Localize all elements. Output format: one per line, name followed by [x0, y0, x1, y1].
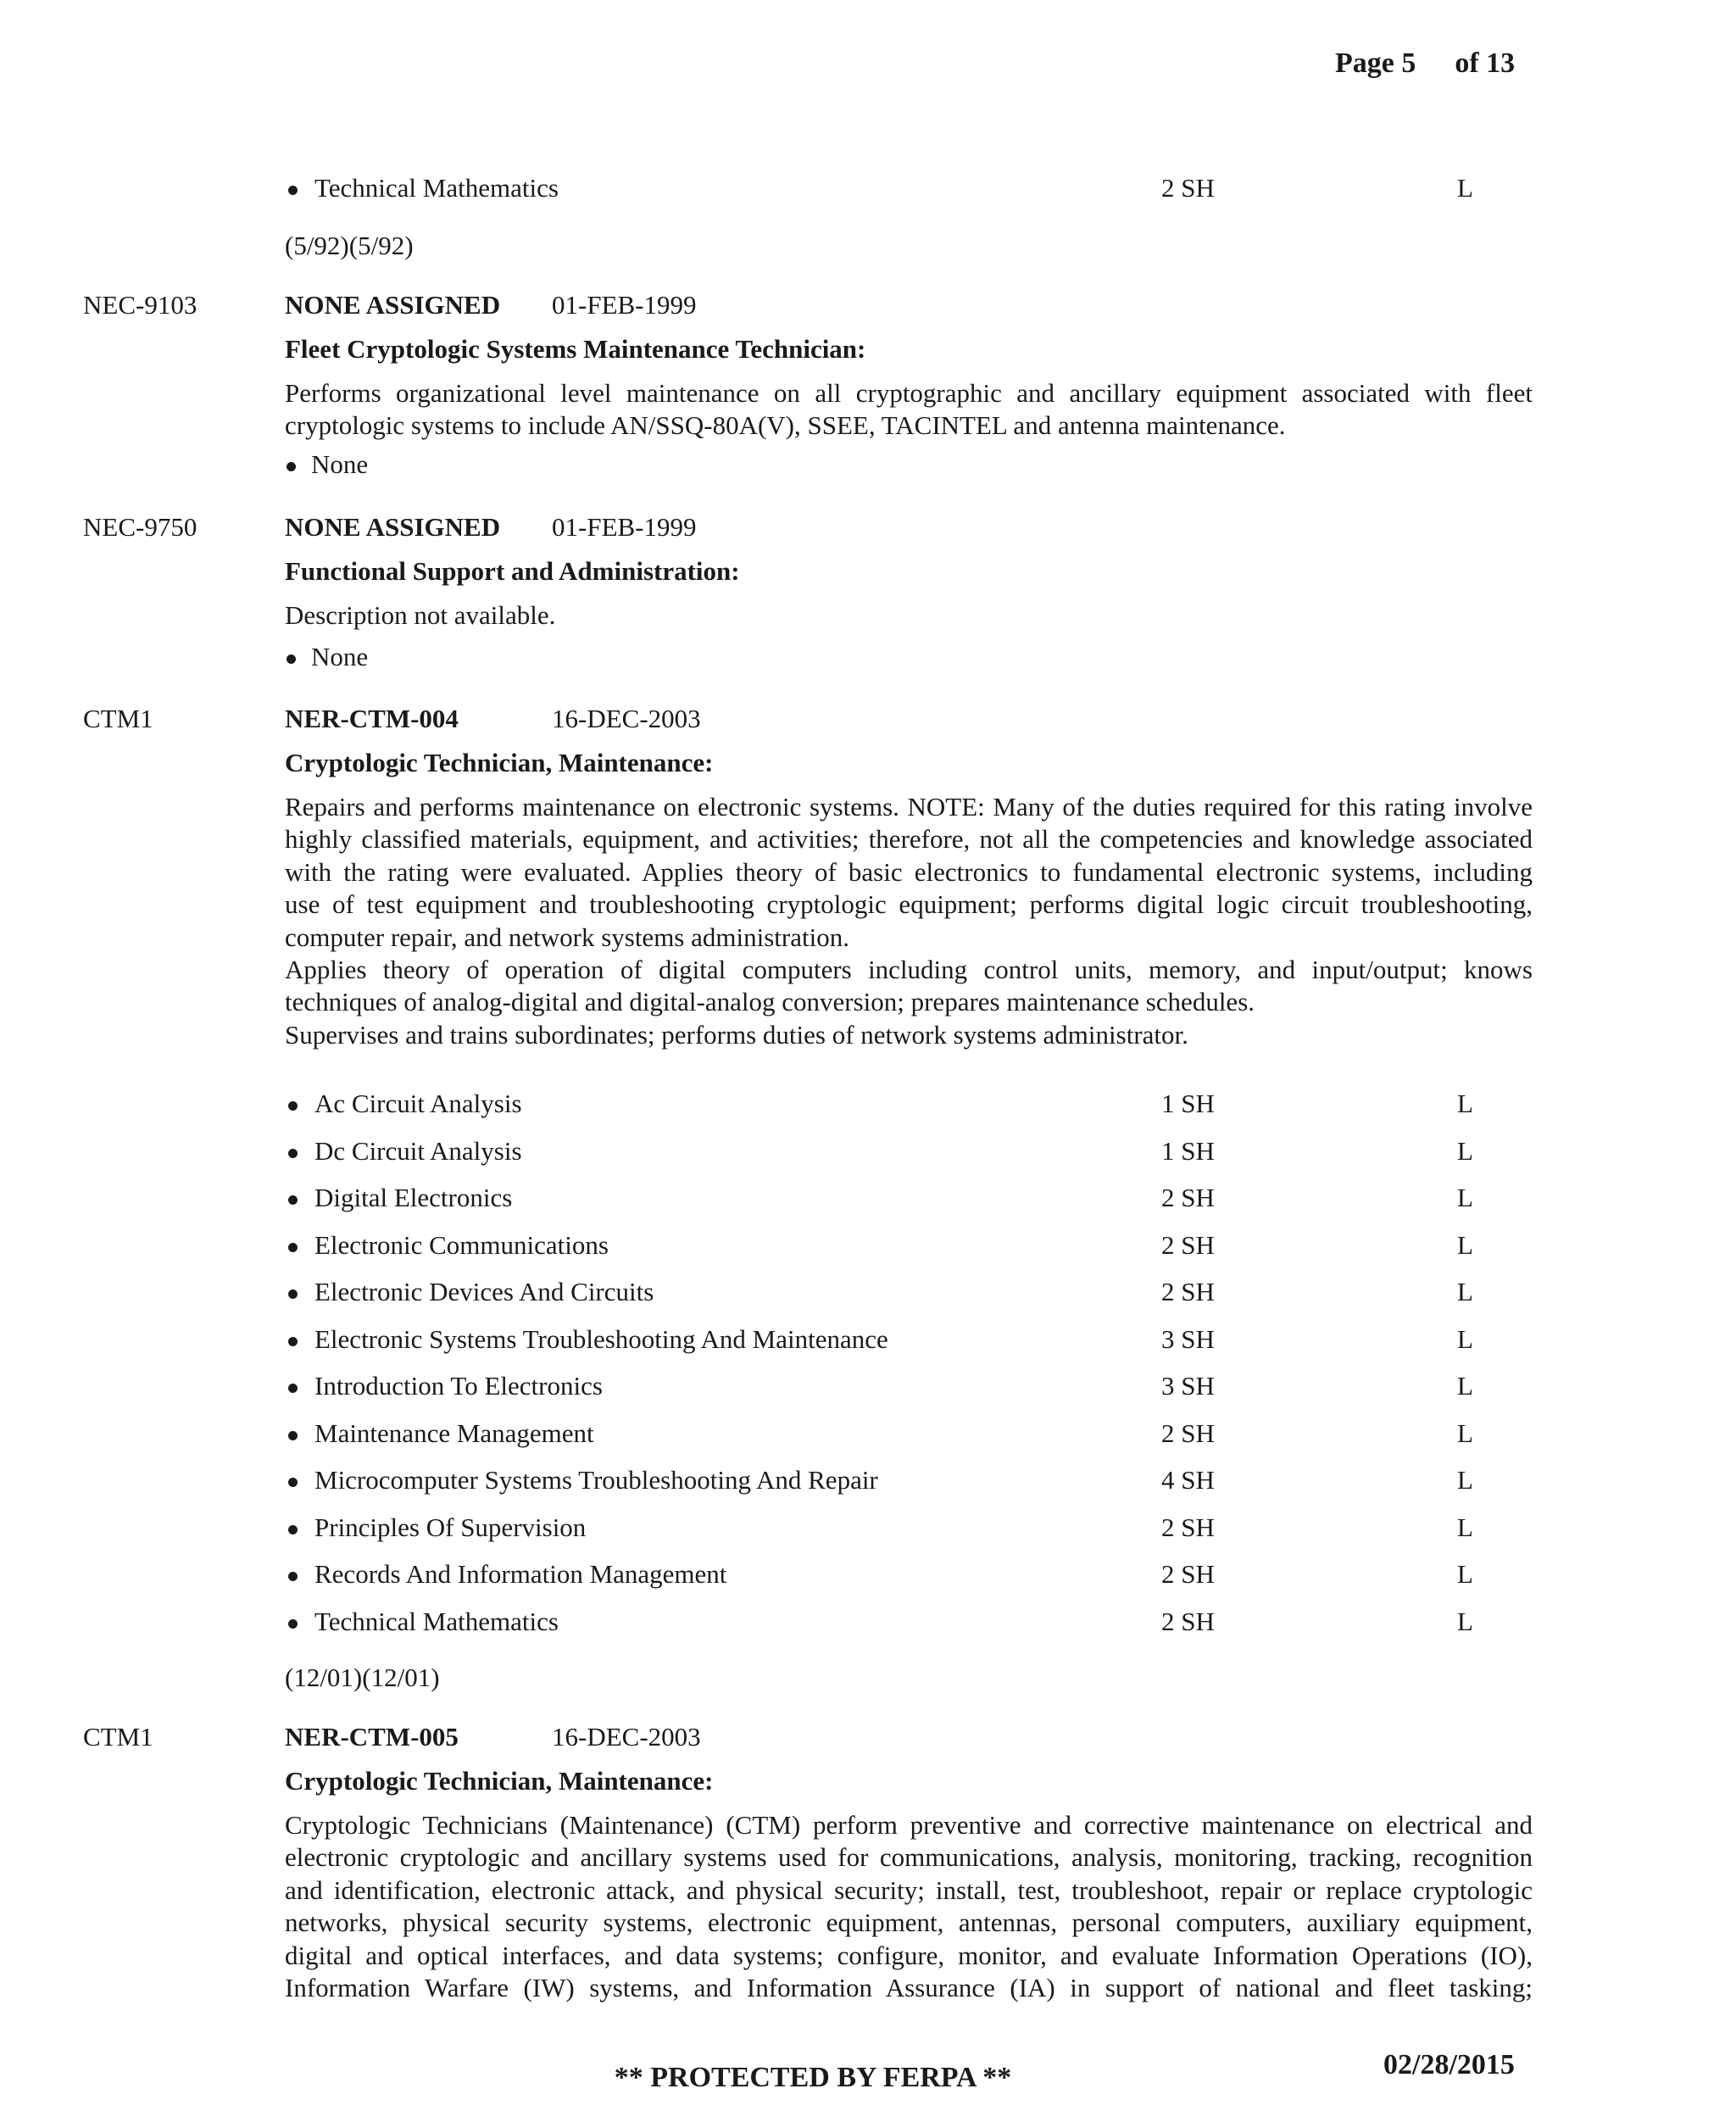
course-level: L: [1457, 1277, 1473, 1306]
description-line: cryptologic systems to include AN/SSQ-80A(V), SSEE, TACINTEL and antenna maintenance.: [285, 410, 1286, 441]
entry-exhibit: NONE ASSIGNED: [285, 512, 501, 542]
course-name: Maintenance Management: [314, 1417, 594, 1448]
course-level: L: [1457, 1183, 1473, 1212]
course-row: [0, 1088, 1736, 1135]
course-name: Technical Mathematics: [314, 1606, 559, 1636]
course-level: L: [1457, 1229, 1473, 1260]
page-label: Page 5: [1335, 47, 1416, 79]
course-credit: 3 SH: [1161, 1323, 1215, 1354]
entry-description: [285, 1809, 1533, 2004]
bullet-text: None: [311, 449, 369, 479]
bullet-icon: [288, 1431, 298, 1440]
course-credit: 2 SH: [1161, 1417, 1215, 1448]
bullet-icon: [288, 1478, 298, 1487]
course-credit: 4 SH: [1161, 1465, 1215, 1495]
course-row: [0, 1606, 1736, 1653]
ferpa-notice: ** PROTECTED BY FERPA **: [614, 2062, 1012, 2093]
entry-exhibit: NER-CTM-004: [285, 704, 459, 733]
course-name: Principles Of Supervision: [314, 1512, 587, 1542]
course-credit: 1 SH: [1161, 1135, 1215, 1166]
course-level: L: [1457, 1323, 1473, 1354]
date-note: (5/92)(5/92): [285, 231, 414, 260]
description-line: highly classified materials, equipment, and activities; therefore, not all the competencies and knowledge associated: [285, 824, 1533, 855]
course-credit: 2 SH: [1161, 1183, 1215, 1212]
description-line: Cryptologic Technicians (Maintenance) (CTM) perform preventive and corrective maintenance on electrical and: [285, 1810, 1533, 1840]
course-credit: 3 SH: [1161, 1371, 1215, 1401]
course-level: L: [1457, 1465, 1473, 1495]
bullet-icon: [287, 462, 296, 471]
course-row: [0, 1417, 1736, 1465]
course-credit: 2 SH: [1161, 1512, 1215, 1542]
course-row: [0, 1323, 1736, 1371]
bullet-icon: [288, 1572, 298, 1581]
course-name: Microcomputer Systems Troubleshooting And Repair: [314, 1465, 878, 1495]
course-row: [0, 1135, 1736, 1183]
entry-date: 16-DEC-2003: [552, 704, 701, 733]
entry-title: Cryptologic Technician, Maintenance:: [285, 748, 714, 777]
course-name: Ac Circuit Analysis: [314, 1089, 522, 1118]
entry-code: CTM1: [83, 704, 153, 733]
bullet-icon: [288, 1337, 298, 1346]
course-name: Electronic Communications: [314, 1229, 609, 1260]
course-name: Dc Circuit Analysis: [314, 1135, 522, 1166]
course-row: [0, 1229, 1736, 1277]
entry-description: Description not available.: [285, 600, 556, 630]
bullet-icon: [288, 1289, 298, 1299]
entry-description: [285, 791, 1533, 1051]
entry-code: NEC-9750: [83, 512, 198, 542]
course-level: L: [1457, 1371, 1473, 1401]
course-credit: 2 SH: [1161, 1277, 1215, 1306]
description-line: and identification, electronic attack, and physical security; install, test, troubleshoot, repair or replace cryptologic: [285, 1874, 1533, 1905]
entry-date: 01-FEB-1999: [552, 290, 697, 320]
bullet-icon: [288, 1243, 298, 1252]
course-row: [0, 1558, 1736, 1606]
course-row: [0, 1464, 1736, 1512]
description-line: Repairs and performs maintenance on electronic systems. NOTE: Many of the duties required for this rating involve: [285, 792, 1533, 822]
course-row: [0, 1512, 1736, 1559]
description-line: with the rating were evaluated. Applies theory of basic electronics to fundamental electronic systems, including: [285, 856, 1533, 887]
course-credit: 2 SH: [1161, 173, 1215, 203]
course-name: Records And Information Management: [314, 1559, 727, 1589]
course-credit: 2 SH: [1161, 1606, 1215, 1636]
description-line: digital and optical interfaces, and data systems; configure, monitor, and evaluate Information Operations (IO),: [285, 1940, 1533, 1970]
course-credit: 2 SH: [1161, 1229, 1215, 1260]
entry-title: Fleet Cryptologic Systems Maintenance Technician:: [285, 334, 866, 364]
entry-date: 01-FEB-1999: [552, 512, 697, 542]
course-name: Technical Mathematics: [314, 173, 559, 203]
course-row: [0, 1182, 1736, 1229]
course-name: Digital Electronics: [314, 1183, 513, 1212]
course-level: L: [1457, 1135, 1473, 1166]
course-level: L: [1457, 1417, 1473, 1448]
description-line: Performs organizational level maintenance on all cryptographic and ancillary equipment associated with fleet: [285, 378, 1533, 408]
bullet-icon: [287, 654, 296, 664]
description-line: computer repair, and network systems administration.: [285, 922, 849, 952]
bullet-icon: [288, 1619, 298, 1629]
course-name: Electronic Systems Troubleshooting And Maintenance: [314, 1323, 888, 1354]
description-line: Supervises and trains subordinates; performs duties of network systems administrator.: [285, 1019, 1188, 1050]
entry-exhibit: NONE ASSIGNED: [285, 290, 501, 320]
course-level: L: [1457, 1512, 1473, 1542]
bullet-icon: [288, 186, 298, 195]
entry-title: Cryptologic Technician, Maintenance:: [285, 1766, 714, 1796]
entry-code: CTM1: [83, 1722, 153, 1752]
description-line: Information Warfare (IW) systems, and Information Assurance (IA) in support of national and fleet tasking;: [285, 1973, 1533, 2003]
page-number: [1335, 47, 1515, 80]
description-line: techniques of analog-digital and digital-analog conversion; prepares maintenance schedules.: [285, 987, 1255, 1017]
description-line: electronic cryptologic and ancillary systems used for communications, analysis, monitoring, tracking, recognition: [285, 1842, 1533, 1873]
bullet-text: None: [311, 642, 369, 671]
course-level: L: [1457, 173, 1473, 203]
description-line: networks, physical security systems, electronic equipment, antennas, personal computers, auxiliary equipment,: [285, 1908, 1533, 1938]
course-level: L: [1457, 1606, 1473, 1636]
entry-date: 16-DEC-2003: [552, 1722, 701, 1752]
course-row: [0, 1370, 1736, 1417]
course-level: L: [1457, 1559, 1473, 1589]
entry-exhibit: NER-CTM-005: [285, 1722, 459, 1752]
entry-code: NEC-9103: [83, 290, 198, 320]
course-credit: 2 SH: [1161, 1559, 1215, 1589]
course-name: Introduction To Electronics: [314, 1371, 603, 1401]
course-name: Electronic Devices And Circuits: [314, 1277, 654, 1306]
footer-date: 02/28/2015: [1383, 2049, 1515, 2080]
bullet-icon: [288, 1149, 298, 1158]
course-credit: 1 SH: [1161, 1089, 1215, 1118]
entry-description: [285, 377, 1533, 443]
course-level: L: [1457, 1089, 1473, 1118]
bullet-icon: [288, 1195, 298, 1205]
entry-title: Functional Support and Administration:: [285, 556, 740, 586]
bullet-icon: [288, 1525, 298, 1534]
course-list: [0, 1088, 1736, 1652]
bullet-icon: [288, 1384, 298, 1393]
bullet-icon: [288, 1101, 298, 1111]
course-row: [0, 1276, 1736, 1323]
description-line: use of test equipment and troubleshooting cryptologic equipment; performs digital logic circuit troubleshooting,: [285, 889, 1533, 920]
date-note: (12/01)(12/01): [285, 1663, 440, 1692]
description-line: Applies theory of operation of digital computers including control units, memory, and input/output; knows: [285, 955, 1533, 985]
page-total: of 13: [1455, 47, 1516, 79]
